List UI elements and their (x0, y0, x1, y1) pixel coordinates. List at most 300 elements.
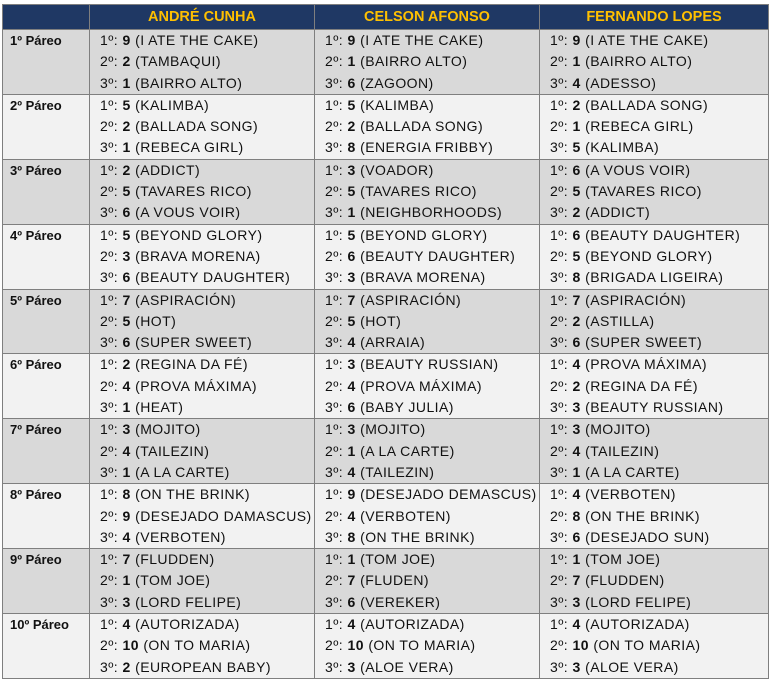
pick-line (325, 181, 539, 202)
horse-name: (BEAUTY RUSSIAN) (360, 356, 499, 373)
picks-cell-fernando-lopes (540, 614, 769, 679)
pick-line (550, 614, 768, 635)
horse-name: (LORD FELIPE) (585, 593, 692, 610)
pick-line (550, 506, 768, 527)
horse-number: 4 (122, 377, 131, 394)
pick-line (100, 311, 314, 332)
pick-position: 1º: (550, 421, 569, 438)
pick-line (100, 549, 314, 570)
pick-line (100, 462, 314, 483)
horse-number: 2 (122, 118, 131, 135)
horse-number: 2 (122, 161, 131, 178)
pick-line (100, 225, 314, 246)
horse-name: (BRIGADA LIGEIRA) (585, 269, 724, 286)
picks-cell-celson-afonso (315, 354, 540, 419)
horse-name: (BAIRRO ALTO) (360, 53, 468, 70)
horse-number: 7 (347, 572, 356, 589)
pick-line (550, 137, 768, 158)
horse-name: (HOT) (360, 312, 402, 329)
race-label: 4º Páreo (3, 224, 90, 289)
pick-position: 1º: (325, 486, 344, 503)
horse-name: (KALIMBA) (360, 96, 435, 113)
horse-number: 3 (572, 658, 581, 675)
horse-number: 4 (572, 486, 581, 503)
horse-number: 1 (347, 551, 356, 568)
pick-position: 3º: (325, 74, 344, 91)
pick-line (550, 290, 768, 311)
horse-number: 4 (347, 616, 356, 633)
horse-number: 5 (122, 96, 131, 113)
horse-name: (PROVA MÁXIMA) (360, 377, 483, 394)
pick-position: 1º: (550, 486, 569, 503)
pick-line (100, 290, 314, 311)
horse-name: (FLUDDEN) (135, 551, 215, 568)
horse-number: 5 (347, 183, 356, 200)
horse-number: 4 (122, 442, 131, 459)
horse-name: (TAVARES RICO) (585, 183, 702, 200)
horse-name: (BRAVA MORENA) (360, 269, 486, 286)
pick-position: 1º: (100, 421, 119, 438)
horse-name: (ENERGIA FRIBBY) (360, 139, 494, 156)
pick-position: 3º: (325, 139, 344, 156)
race-row (3, 549, 769, 614)
pick-line (550, 397, 768, 418)
horse-name: (TAVARES RICO) (135, 183, 252, 200)
horse-name: (TOM JOE) (135, 572, 211, 589)
horse-number: 6 (347, 399, 356, 416)
horse-number: 3 (572, 593, 581, 610)
header-fernando-lopes: FERNANDO LOPES (540, 5, 769, 30)
horse-number: 6 (572, 226, 581, 243)
horse-name: (MOJITO) (585, 421, 651, 438)
pick-position: 3º: (550, 528, 569, 545)
horse-number: 1 (122, 139, 131, 156)
pick-position: 3º: (550, 593, 569, 610)
horse-number: 3 (122, 421, 131, 438)
pick-line (550, 160, 768, 181)
horse-name: (BALLADA SONG) (585, 96, 709, 113)
header-celson-afonso: CELSON AFONSO (315, 5, 540, 30)
pick-line (325, 549, 539, 570)
race-label: 9º Páreo (3, 549, 90, 614)
pick-line (325, 614, 539, 635)
horse-number: 8 (572, 269, 581, 286)
horse-number: 1 (347, 442, 356, 459)
horse-name: (VERBOTEN) (360, 507, 451, 524)
horse-name: (BALLADA SONG) (135, 118, 259, 135)
pick-position: 3º: (550, 139, 569, 156)
horse-name: (SUPER SWEET) (585, 334, 703, 351)
pick-position: 2º: (100, 312, 119, 329)
pick-line (325, 290, 539, 311)
pick-position: 1º: (100, 226, 119, 243)
pick-position: 3º: (100, 463, 119, 480)
picks-cell-fernando-lopes (540, 419, 769, 484)
horse-name: (ON THE BRINK) (135, 486, 251, 503)
pick-line (550, 376, 768, 397)
horse-name: (ADDICT) (585, 204, 651, 221)
picks-cell-andre-cunha (90, 549, 315, 614)
pick-position: 1º: (100, 291, 119, 308)
picks-cell-fernando-lopes (540, 30, 769, 95)
horse-number: 3 (347, 161, 356, 178)
pick-position: 1º: (550, 226, 569, 243)
horse-name: (ON TO MARIA) (593, 637, 701, 654)
race-label: 10º Páreo (3, 614, 90, 679)
pick-position: 3º: (325, 334, 344, 351)
picks-cell-andre-cunha (90, 484, 315, 549)
pick-line (100, 354, 314, 375)
horse-number: 2 (572, 204, 581, 221)
picks-cell-celson-afonso (315, 94, 540, 159)
horse-name: (BABY JULIA) (360, 399, 454, 416)
pick-line (325, 484, 539, 505)
picks-cell-andre-cunha (90, 289, 315, 354)
race-label: 6º Páreo (3, 354, 90, 419)
horse-number: 1 (572, 53, 581, 70)
header-corner-cell (3, 5, 90, 30)
horse-number: 4 (122, 616, 131, 633)
pick-position: 2º: (550, 247, 569, 264)
horse-number: 7 (122, 291, 131, 308)
horse-number: 4 (572, 442, 581, 459)
pick-position: 1º: (325, 32, 344, 48)
horse-name: (REGINA DA FÉ) (135, 356, 248, 373)
horse-name: (NEIGHBORHOODS) (360, 204, 503, 221)
horse-number: 3 (572, 399, 581, 416)
horse-number: 5 (122, 183, 131, 200)
picks-cell-celson-afonso (315, 159, 540, 224)
horse-name: (ASPIRACIÓN) (135, 291, 237, 308)
horse-number: 4 (572, 74, 581, 91)
pick-line (550, 225, 768, 246)
picks-cell-andre-cunha (90, 224, 315, 289)
pick-line (100, 614, 314, 635)
pick-position: 1º: (100, 96, 119, 113)
horse-number: 6 (347, 593, 356, 610)
pick-line (325, 160, 539, 181)
pick-position: 3º: (325, 399, 344, 416)
picks-cell-andre-cunha (90, 159, 315, 224)
pick-position: 2º: (100, 442, 119, 459)
horse-number: 9 (347, 486, 356, 503)
picks-cell-fernando-lopes (540, 289, 769, 354)
pick-line (550, 354, 768, 375)
pick-line (325, 137, 539, 158)
horse-number: 1 (572, 551, 581, 568)
pick-position: 3º: (100, 139, 119, 156)
horse-number: 5 (347, 226, 356, 243)
horse-name: (AUTORIZADA) (135, 616, 240, 633)
pick-position: 1º: (325, 291, 344, 308)
race-label: 7º Páreo (3, 419, 90, 484)
pick-position: 2º: (100, 247, 119, 264)
pick-position: 3º: (325, 463, 344, 480)
horse-name: (BEAUTY DAUGHTER) (585, 226, 741, 243)
race-row (3, 484, 769, 549)
pick-position: 2º: (550, 572, 569, 589)
horse-number: 1 (122, 74, 131, 91)
pick-position: 2º: (325, 53, 344, 70)
horse-number: 6 (572, 528, 581, 545)
horse-name: (ON TO MARIA) (368, 637, 476, 654)
pick-position: 2º: (550, 442, 569, 459)
horse-number: 1 (122, 572, 131, 589)
pick-line (100, 397, 314, 418)
horse-name: (VEREKER) (360, 593, 441, 610)
horse-number: 7 (347, 291, 356, 308)
pick-line (550, 246, 768, 267)
horse-name: (EUROPEAN BABY) (135, 658, 271, 675)
horse-name: (VERBOTEN) (585, 486, 676, 503)
horse-number: 7 (122, 551, 131, 568)
header-row (3, 5, 769, 30)
horse-name: (VERBOTEN) (135, 528, 226, 545)
picks-cell-celson-afonso (315, 224, 540, 289)
race-row (3, 289, 769, 354)
horse-number: 1 (347, 204, 356, 221)
pick-position: 1º: (100, 551, 119, 568)
horse-number: 2 (122, 658, 131, 675)
pick-position: 3º: (100, 204, 119, 221)
horse-name: (BAIRRO ALTO) (585, 53, 693, 70)
pick-line (100, 592, 314, 613)
pick-line (100, 332, 314, 353)
pick-position: 1º: (550, 616, 569, 633)
pick-position: 2º: (100, 118, 119, 135)
picks-cell-andre-cunha (90, 94, 315, 159)
horse-name: (MOJITO) (360, 421, 426, 438)
horse-name: (DESEJADO DEMASCUS) (360, 486, 537, 503)
pick-position: 3º: (325, 593, 344, 610)
horse-number: 2 (572, 96, 581, 113)
horse-name: (REBECA GIRL) (135, 139, 244, 156)
pick-line (550, 441, 768, 462)
horse-name: (KALIMBA) (135, 96, 210, 113)
pick-line (325, 397, 539, 418)
pick-line (550, 116, 768, 137)
pick-line (550, 30, 768, 51)
pick-position: 3º: (550, 463, 569, 480)
pick-position: 3º: (100, 269, 119, 286)
pick-position: 2º: (550, 183, 569, 200)
horse-number: 2 (122, 53, 131, 70)
horse-name: (REGINA DA FÉ) (585, 377, 698, 394)
pick-line (325, 73, 539, 94)
pick-position: 2º: (325, 312, 344, 329)
horse-name: (VOADOR) (360, 161, 434, 178)
horse-number: 9 (122, 32, 131, 48)
pick-line (325, 246, 539, 267)
horse-name: (BRAVA MORENA) (135, 247, 261, 264)
picks-cell-fernando-lopes (540, 354, 769, 419)
horse-number: 4 (347, 334, 356, 351)
pick-line (550, 635, 768, 656)
pick-position: 2º: (325, 183, 344, 200)
pick-position: 1º: (100, 161, 119, 178)
pick-line (550, 73, 768, 94)
horse-number: 7 (572, 572, 581, 589)
horse-name: (I ATE THE CAKE) (360, 32, 484, 48)
horse-number: 3 (122, 247, 131, 264)
picks-cell-andre-cunha (90, 614, 315, 679)
picks-cell-andre-cunha (90, 419, 315, 484)
pick-position: 3º: (100, 334, 119, 351)
race-label: 3º Páreo (3, 159, 90, 224)
horse-number: 3 (572, 421, 581, 438)
horse-number: 1 (122, 463, 131, 480)
horse-number: 3 (347, 421, 356, 438)
horse-number: 9 (572, 32, 581, 48)
horse-number: 4 (572, 356, 581, 373)
pick-line (325, 657, 539, 678)
pick-position: 2º: (325, 118, 344, 135)
pick-line (550, 484, 768, 505)
pick-line (550, 592, 768, 613)
horse-number: 4 (572, 616, 581, 633)
horse-number: 6 (347, 74, 356, 91)
pick-position: 1º: (325, 356, 344, 373)
pick-line (100, 635, 314, 656)
pick-line (325, 462, 539, 483)
pick-position: 2º: (100, 53, 119, 70)
pick-line (100, 137, 314, 158)
horse-name: (FLUDDEN) (585, 572, 665, 589)
horse-name: (ASPIRACIÓN) (585, 291, 687, 308)
pick-position: 3º: (325, 658, 344, 675)
horse-name: (TAILEZIN) (360, 463, 435, 480)
race-row (3, 224, 769, 289)
picks-cell-fernando-lopes (540, 549, 769, 614)
pick-position: 1º: (550, 32, 569, 48)
pick-line (100, 441, 314, 462)
pick-line (325, 51, 539, 72)
horse-number: 4 (347, 377, 356, 394)
horse-name: (REBECA GIRL) (585, 118, 694, 135)
pick-position: 2º: (325, 637, 344, 654)
pick-line (550, 419, 768, 440)
horse-number: 10 (572, 637, 589, 654)
picks-cell-celson-afonso (315, 30, 540, 95)
pick-line (325, 311, 539, 332)
horse-name: (HOT) (135, 312, 177, 329)
picks-cell-celson-afonso (315, 484, 540, 549)
pick-line (100, 376, 314, 397)
pick-line (325, 441, 539, 462)
pick-position: 1º: (325, 551, 344, 568)
horse-name: (TAMBAQUI) (135, 53, 221, 70)
race-label: 8º Páreo (3, 484, 90, 549)
horse-number: 6 (122, 204, 131, 221)
horse-name: (DESEJADO SUN) (585, 528, 710, 545)
horse-name: (BEAUTY RUSSIAN) (585, 399, 724, 416)
pick-position: 3º: (550, 204, 569, 221)
header-andre-cunha: ANDRÉ CUNHA (90, 5, 315, 30)
pick-position: 3º: (325, 204, 344, 221)
picks-cell-andre-cunha (90, 354, 315, 419)
horse-number: 3 (347, 269, 356, 286)
pick-position: 3º: (550, 74, 569, 91)
pick-line (325, 376, 539, 397)
horse-name: (MOJITO) (135, 421, 201, 438)
race-row (3, 159, 769, 224)
horse-name: (I ATE THE CAKE) (585, 32, 709, 48)
pick-position: 2º: (550, 377, 569, 394)
horse-name: (ARRAIA) (360, 334, 426, 351)
horse-number: 7 (572, 291, 581, 308)
pick-position: 2º: (325, 507, 344, 524)
horse-name: (A VOUS VOIR) (135, 204, 241, 221)
horse-name: (ALOE VERA) (360, 658, 454, 675)
pick-position: 3º: (550, 269, 569, 286)
pick-line (325, 332, 539, 353)
pick-line (100, 116, 314, 137)
horse-number: 9 (122, 507, 131, 524)
horse-name: (A VOUS VOIR) (585, 161, 691, 178)
horse-name: (BALLADA SONG) (360, 118, 484, 135)
race-row (3, 94, 769, 159)
horse-name: (ON TO MARIA) (143, 637, 251, 654)
horse-number: 2 (572, 312, 581, 329)
horse-number: 5 (572, 183, 581, 200)
horse-name: (AUTORIZADA) (360, 616, 465, 633)
pick-position: 1º: (550, 356, 569, 373)
pick-position: 2º: (550, 53, 569, 70)
horse-name: (AUTORIZADA) (585, 616, 690, 633)
horse-name: (ASPIRACIÓN) (360, 291, 462, 308)
horse-name: (BAIRRO ALTO) (135, 74, 243, 91)
horse-name: (BEAUTY DAUGHTER) (135, 269, 291, 286)
pick-position: 1º: (325, 421, 344, 438)
horse-name: (BEYOND GLORY) (360, 226, 488, 243)
horse-name: (SUPER SWEET) (135, 334, 253, 351)
pick-line (325, 635, 539, 656)
horse-number: 5 (347, 96, 356, 113)
pick-position: 3º: (550, 399, 569, 416)
pick-position: 2º: (325, 572, 344, 589)
pick-line (100, 657, 314, 678)
pick-position: 3º: (100, 658, 119, 675)
race-picks-table (2, 4, 769, 679)
horse-name: (A LA CARTE) (135, 463, 230, 480)
pick-line (100, 160, 314, 181)
horse-number: 6 (122, 269, 131, 286)
picks-cell-fernando-lopes (540, 484, 769, 549)
race-row (3, 419, 769, 484)
horse-name: (ASTILLA) (585, 312, 655, 329)
pick-line (325, 354, 539, 375)
horse-number: 2 (347, 118, 356, 135)
pick-position: 1º: (100, 486, 119, 503)
pick-line (100, 202, 314, 223)
pick-position: 3º: (100, 593, 119, 610)
race-label: 2º Páreo (3, 94, 90, 159)
pick-position: 2º: (100, 507, 119, 524)
race-row (3, 354, 769, 419)
pick-position: 2º: (550, 118, 569, 135)
pick-position: 2º: (325, 442, 344, 459)
pick-line (325, 202, 539, 223)
horse-number: 1 (572, 463, 581, 480)
pick-position: 2º: (325, 247, 344, 264)
pick-line (325, 30, 539, 51)
pick-position: 1º: (325, 616, 344, 633)
horse-name: (KALIMBA) (585, 139, 660, 156)
horse-number: 8 (572, 507, 581, 524)
pick-line (100, 506, 314, 527)
horse-name: (DESEJADO DAMASCUS) (135, 507, 312, 524)
horse-number: 8 (347, 139, 356, 156)
